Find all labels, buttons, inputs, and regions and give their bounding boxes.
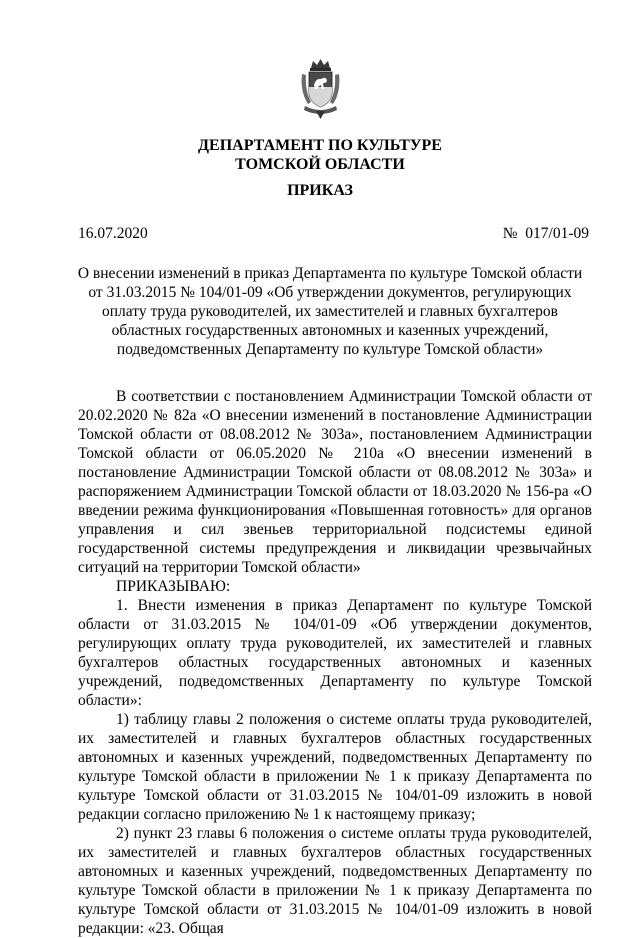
order-date: 16.07.2020 <box>78 225 148 242</box>
item-1-paragraph: 1. Внести изменения в приказ Департамент по культуре Томской области от 31.03.2015 № 104/01-09 «Об утверждении документов, регулирующих оплату труда руководителей, их заместителей и главных бухгалтеров областных государственных автономных и казенных учреждений, подведомственных Департаменту по культуре Томской области»: <box>78 597 592 709</box>
order-command: ПРИКАЗЫВАЮ: <box>116 578 231 595</box>
subitem-2-paragraph: 2) пункт 23 главы 6 положения о системе оплаты труда руководителей, их заместителей и главных бухгалтеров областных государственных автономных и казенных учреждений, подведомственных Департаменту по культуре Томской области в приложении № 1 к приказу Департамента по культуре Томской области от 31.03.2015 № 104/01-09 изложить в новой редакции: «23. Общая <box>78 825 592 937</box>
document-type-title: ПРИКАЗ <box>287 182 353 199</box>
coat-of-arms-emblem <box>299 58 342 120</box>
order-number: № 017/01-09 <box>502 225 589 242</box>
order-body <box>78 387 592 938</box>
subitem-1-paragraph: 1) таблицу главы 2 положения о системе оплаты труда руководителей, их заместителей и главных бухгалтеров областных государственных автономных и казенных учреждений, подведомственных Департаменту по культуре Томской области в приложении № 1 к приказу Департамента по культуре Томской области от 31.03.2015 № 104/01-09 изложить в новой редакции согласно приложению № 1 к настоящему приказу; <box>78 711 592 823</box>
department-name-line1: ДЕПАРТАМЕНТ ПО КУЛЬТУРЕ <box>198 137 442 154</box>
preamble-paragraph: В соответствии с постановлением Администрации Томской области от 20.02.2020 № 82а «О внесении изменений в постановление Администрации Томской области от 08.08.2012 № 303а», постановлением Администрации Томской области от 06.05.2020 № 210а «О внесении изменений в постановление Администрации Томской области от 08.08.2012 № 303а» и распоряжением Администрации Томской области от 18.03.2020 № 156-ра «О введении режима функционирования «Повышенная готовность» для органов управления и сил звеньев территориальной подсистемы единой государственной системы предупреждения и ликвидации чрезвычайных ситуаций на территории Томской области» <box>78 388 592 576</box>
order-subject: О внесении изменений в приказ Департамента по культуре Томской области от 31.03.2015 № 104/01-09 «Об утверждении документов, регулирующих оплату труда руководителей, их заместителей и главных бухгалтеров областных государственных автономных и казенных учреждений, подведомственных Департаменту по культуре Томской области» <box>77 265 583 358</box>
department-name-line2: ТОМСКОЙ ОБЛАСТИ <box>235 156 405 173</box>
